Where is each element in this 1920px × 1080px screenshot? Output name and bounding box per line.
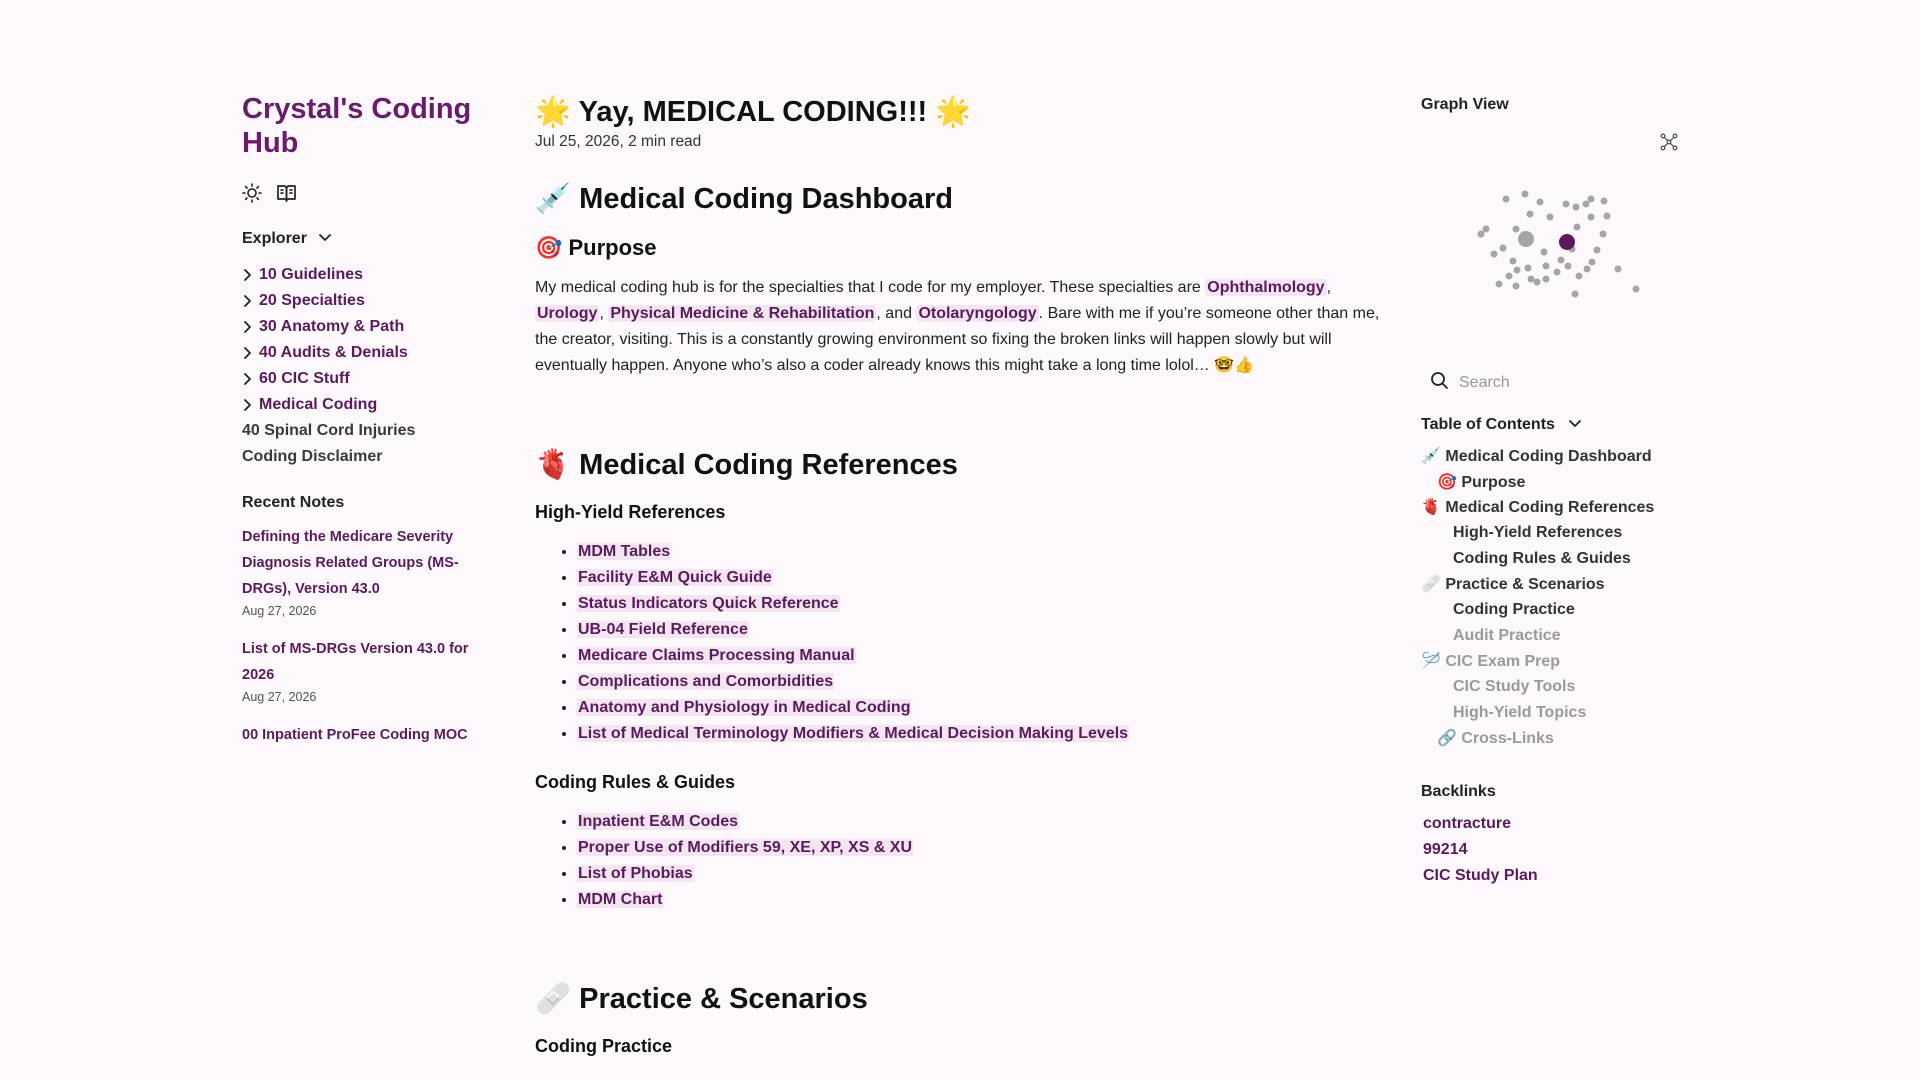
toc-header[interactable] <box>1421 414 1681 436</box>
toc-item[interactable]: Coding Practice <box>1453 600 1575 618</box>
graph-node <box>1558 257 1565 264</box>
graph-node <box>1572 291 1579 298</box>
graph-view-header: Graph View <box>1421 96 1509 113</box>
backlink-link[interactable]: CIC Study Plan <box>1423 867 1538 885</box>
explorer-folder[interactable] <box>242 262 482 288</box>
high-yield-heading: High-Yield References <box>535 502 726 522</box>
reference-link[interactable]: MDM Tables <box>578 543 671 560</box>
toc-item[interactable]: 🪡 CIC Exam Prep <box>1421 653 1561 671</box>
backlink-item <box>1421 811 1681 837</box>
references-heading: 🫀 Medical Coding References <box>535 449 958 481</box>
backlinks-header: Backlinks <box>1421 783 1496 801</box>
practice-heading: 🩹 Practice & Scenarios <box>535 983 868 1015</box>
dashboard-heading: 💉 Medical Coding Dashboard <box>535 183 953 215</box>
graph-node <box>1633 286 1640 293</box>
reference-link[interactable]: UB-04 Field Reference <box>578 621 748 638</box>
chevron-right-icon <box>242 398 259 412</box>
chevron-down-icon <box>1567 415 1583 436</box>
toc-item[interactable]: 🩹 Practice & Scenarios <box>1421 576 1605 594</box>
graph-node <box>1594 247 1601 254</box>
list-item <box>577 835 1381 861</box>
toc-item[interactable]: 💉 Medical Coding Dashboard <box>1421 447 1652 465</box>
explorer-file-label: 40 Spinal Cord Injuries <box>242 422 416 439</box>
list-item <box>577 591 1381 617</box>
graph-node <box>1573 204 1580 211</box>
toc-item[interactable]: 🫀 Medical Coding References <box>1421 499 1655 517</box>
graph-node <box>1547 214 1554 221</box>
explorer-folder-label: 10 Guidelines <box>259 266 364 283</box>
list-item <box>577 809 1381 835</box>
graph-node <box>1583 201 1590 208</box>
chevron-right-icon <box>242 268 259 282</box>
toc-list <box>1421 443 1681 751</box>
reference-link[interactable]: Status Indicators Quick Reference <box>578 595 839 612</box>
list-item <box>577 695 1381 721</box>
graph-node <box>1537 199 1544 206</box>
main-content <box>535 92 1381 1059</box>
icon-row <box>242 182 482 204</box>
explorer-folder-label: 40 Audits & Denials <box>259 344 408 361</box>
graph-node <box>1543 276 1550 283</box>
link-physical-medicine[interactable]: Physical Medicine & Rehabilitation <box>610 305 875 322</box>
graph-node <box>1563 201 1570 208</box>
recent-note-link[interactable]: List of MS-DRGs Version 43.0 for 2026 <box>242 641 469 683</box>
graph-node <box>1543 263 1550 270</box>
graph-node <box>1525 265 1532 272</box>
graph-canvas <box>1421 124 1681 344</box>
backlink-link[interactable]: contracture <box>1423 815 1512 833</box>
list-item <box>577 887 1381 913</box>
right-sidebar <box>1421 96 1681 889</box>
reference-link[interactable]: List of Phobias <box>578 865 693 882</box>
page-title: 🌟 Yay, MEDICAL CODING!!! 🌟 <box>535 96 972 128</box>
graph-node <box>1522 191 1529 198</box>
explorer-tree <box>242 262 482 470</box>
reference-link[interactable]: Complications and Comorbidities <box>578 673 834 690</box>
reader-mode-book-icon[interactable] <box>276 183 297 203</box>
list-item <box>577 669 1381 695</box>
toc-title: Table of Contents <box>1421 416 1555 433</box>
graph-node <box>1513 226 1520 233</box>
purpose-text: My medical coding hub is for the specialties that I code for my employer. These specialties are <box>535 279 1206 296</box>
toc-item[interactable]: High-Yield References <box>1453 523 1623 541</box>
recent-note-link[interactable]: Defining the Medicare Severity Diagnosis Related Groups (MS-DRGs), Version 43.0 <box>242 529 459 597</box>
graph-node <box>1506 273 1513 280</box>
site-title[interactable]: Crystal's Coding Hub <box>242 93 472 159</box>
search-bar[interactable] <box>1421 366 1681 400</box>
graph-node <box>1541 249 1548 256</box>
coding-rules-list <box>577 809 1381 913</box>
explorer-folder-label: 60 CIC Stuff <box>259 370 350 387</box>
toc-item[interactable]: 🔗 Cross-Links <box>1437 730 1554 748</box>
theme-toggle-sun-icon[interactable] <box>242 183 262 203</box>
graph-node <box>1601 198 1608 205</box>
explorer-header[interactable] <box>242 228 482 250</box>
list-item <box>577 539 1381 565</box>
reference-link[interactable]: Inpatient E&M Codes <box>578 813 739 830</box>
purpose-text: , <box>1326 279 1332 296</box>
chevron-right-icon <box>242 372 259 386</box>
chevron-down-icon <box>317 229 333 250</box>
explorer-folder-label: 30 Anatomy & Path <box>259 318 405 335</box>
link-urology[interactable]: Urology <box>537 305 598 322</box>
link-otolaryngology[interactable]: Otolaryngology <box>918 305 1037 322</box>
left-sidebar <box>242 92 482 766</box>
recent-notes-header: Recent Notes <box>242 494 345 511</box>
reference-link[interactable]: Proper Use of Modifiers 59, XE, XP, XS & XU <box>578 839 913 856</box>
high-yield-list <box>577 539 1381 747</box>
toc-item[interactable]: High-Yield Topics <box>1453 703 1587 721</box>
graph-node <box>1503 196 1510 203</box>
explorer-title: Explorer <box>242 230 307 247</box>
purpose-text: . Bare with me if you’re someone other than me, the creator, visiting. This is a constantly growing environment so fixing the broken links will happen slowly but will eventually happen. Anyone who’s also a coder already knows this might take a long time lolol… 🤓👍 <box>535 305 1380 374</box>
search-placeholder: Search <box>1459 374 1510 391</box>
reference-link[interactable]: Facility E&M Quick Guide <box>578 569 772 586</box>
graph-node <box>1584 266 1591 273</box>
purpose-text: , and <box>876 305 917 322</box>
graph-node <box>1588 214 1595 221</box>
graph-node <box>1534 279 1541 286</box>
graph-view[interactable] <box>1421 124 1681 344</box>
graph-node <box>1527 211 1534 218</box>
graph-current-node <box>1559 234 1575 250</box>
graph-node <box>1615 266 1622 273</box>
graph-node <box>1604 213 1611 220</box>
recent-note-date: Aug 27, 2026 <box>242 604 317 618</box>
graph-node <box>1513 283 1520 290</box>
purpose-paragraph <box>535 275 1381 379</box>
coding-rules-heading: Coding Rules & Guides <box>535 772 736 792</box>
graph-node <box>1528 276 1535 283</box>
backlink-item <box>1421 837 1681 863</box>
graph-node <box>1574 224 1581 231</box>
explorer-folder-label: Medical Coding <box>259 396 378 413</box>
graph-node <box>1491 251 1498 258</box>
list-item <box>577 617 1381 643</box>
toc-item[interactable]: Audit Practice <box>1453 626 1561 644</box>
graph-node <box>1500 245 1507 252</box>
explorer-file[interactable] <box>242 418 482 444</box>
explorer-folder[interactable] <box>242 314 482 340</box>
purpose-heading: 🎯 Purpose <box>535 235 657 260</box>
graph-node <box>1496 281 1503 288</box>
recent-note-date: Aug 27, 2026 <box>242 690 317 704</box>
explorer-folder-label: 20 Specialties <box>259 292 365 309</box>
explorer-folder[interactable] <box>242 366 482 392</box>
graph-node <box>1478 231 1485 238</box>
reference-link[interactable]: List of Medical Terminology Modifiers & Medical Decision Making Levels <box>578 725 1129 742</box>
recent-notes-list <box>242 524 482 748</box>
graph-node <box>1518 231 1534 247</box>
explorer-folder[interactable] <box>242 340 482 366</box>
graph-node <box>1554 269 1561 276</box>
graph-node <box>1483 226 1490 233</box>
backlink-link[interactable]: 99214 <box>1423 841 1468 859</box>
list-item <box>577 861 1381 887</box>
explorer-file[interactable] <box>242 444 482 470</box>
recent-note <box>242 524 482 618</box>
coding-practice-heading: Coding Practice <box>535 1036 673 1056</box>
page-meta: Jul 25, 2026, 2 min read <box>535 133 702 150</box>
graph-node <box>1588 196 1595 203</box>
graph-node <box>1589 259 1596 266</box>
toc-item[interactable]: Coding Rules & Guides <box>1453 549 1631 567</box>
graph-node <box>1565 263 1572 270</box>
link-ophthalmology[interactable]: Ophthalmology <box>1207 279 1325 296</box>
graph-node <box>1600 231 1607 238</box>
explorer-file-label: Coding Disclaimer <box>242 448 383 465</box>
purpose-text: , <box>599 305 609 322</box>
chevron-right-icon <box>242 294 259 308</box>
search-icon <box>1430 371 1449 395</box>
graph-node <box>1576 273 1583 280</box>
list-item <box>577 643 1381 669</box>
list-item <box>577 721 1381 747</box>
chevron-right-icon <box>242 346 259 360</box>
chevron-right-icon <box>242 320 259 334</box>
reference-link[interactable]: MDM Chart <box>578 891 663 908</box>
reference-link[interactable]: Anatomy and Physiology in Medical Coding <box>578 699 911 716</box>
explorer-folder[interactable] <box>242 288 482 314</box>
toc-item[interactable]: 🎯 Purpose <box>1437 473 1526 491</box>
recent-note <box>242 722 482 748</box>
backlinks-list <box>1421 811 1681 889</box>
toc-item[interactable]: CIC Study Tools <box>1453 678 1576 696</box>
reference-link[interactable]: Medicare Claims Processing Manual <box>578 647 855 664</box>
backlinks-section <box>1421 783 1681 889</box>
graph-node <box>1514 267 1521 274</box>
explorer-folder[interactable] <box>242 392 482 418</box>
recent-note <box>242 636 482 704</box>
graph-node <box>1510 258 1517 265</box>
recent-note-link[interactable]: 00 Inpatient ProFee Coding MOC <box>242 727 468 743</box>
backlink-item <box>1421 863 1681 889</box>
list-item <box>577 565 1381 591</box>
